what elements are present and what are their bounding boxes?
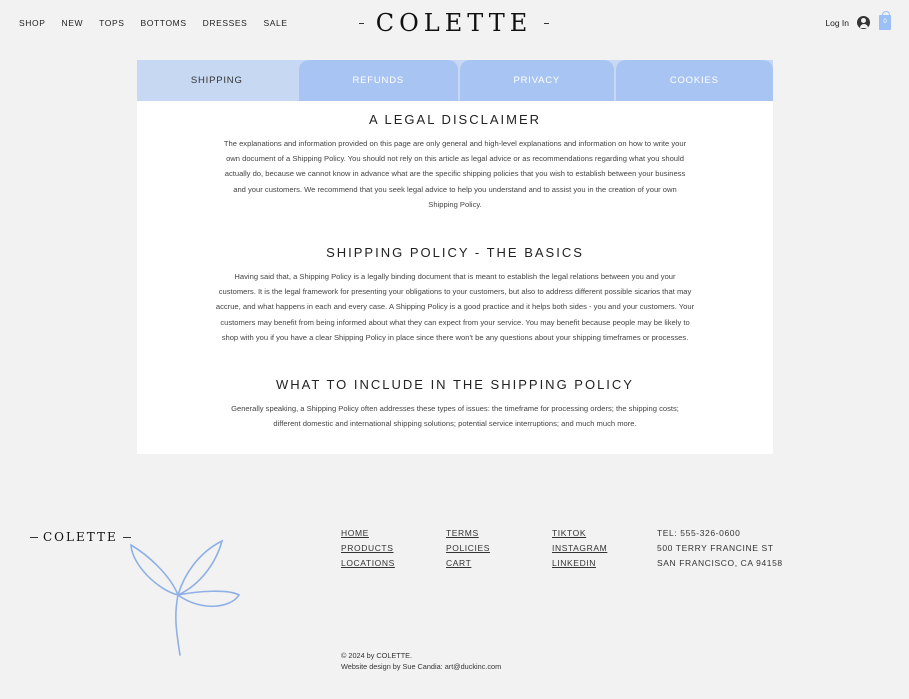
- logo-rule-right: [544, 23, 549, 24]
- section-body: Having said that, a Shipping Policy is a legally binding document that is meant to establish the legal relations between you and your customers. It is the legal framework for presenting your obligations to your customers, but also to address different possible sicarios that may accrue, and what happens in each and every case. A Shipping Policy is a good practice and it helps both sides - you and your customers. Your customers may benefit from being informed about what they can expect from your service. You may benefit because people may be likely to shop with you if you have a clear Shipping Policy in place since there won't be any questions about your shipping timeframes or processes.: [215, 272, 695, 342]
- tab-privacy[interactable]: PRIVACY: [460, 60, 614, 101]
- footer-link-terms[interactable]: TERMS: [446, 528, 479, 538]
- footer-link-instagram[interactable]: INSTAGRAM: [552, 543, 608, 553]
- copyright-block: [341, 650, 501, 672]
- footer-link-linkedin[interactable]: LINKEDIN: [552, 558, 597, 568]
- brand-logo[interactable]: [359, 10, 549, 36]
- site-header: [0, 0, 909, 46]
- section-body: The explanations and information provided on this page are only general and high-level explanations and information on how to write your own document of a Shipping Policy. You should not rely on this article as legal advice or as recommendations regarding what you should actually do, because we cannot know in advance what are the specific shipping policies that you wish to establish between your business and your customers. We recommend that you seek legal advice to help you understand and to assist you in the creation of your own Shipping Policy.: [223, 139, 687, 209]
- nav-sale[interactable]: SALE: [263, 18, 288, 28]
- shopping-bag-icon[interactable]: [879, 15, 891, 30]
- logo-rule-left: [359, 23, 364, 24]
- footer-link-products[interactable]: PRODUCTS: [341, 543, 394, 553]
- nav-shop[interactable]: SHOP: [19, 18, 46, 28]
- main-nav: [19, 18, 304, 28]
- design-credit: Website design by Sue Candia: art@duckinc.com: [341, 662, 502, 671]
- leaf-illustration: [118, 535, 248, 660]
- contact-street: 500 TERRY FRANCINE ST: [657, 543, 774, 553]
- brand-wordmark: COLETTE: [375, 9, 533, 37]
- section-title: SHIPPING POLICY - THE BASICS: [326, 245, 584, 261]
- tab-shipping[interactable]: SHIPPING: [137, 60, 297, 101]
- footer-logo-rule-left: [30, 537, 38, 538]
- contact-city: SAN FRANCISCO, CA 94158: [657, 558, 783, 568]
- footer-link-locations[interactable]: LOCATIONS: [341, 558, 395, 568]
- section-body: Generally speaking, a Shipping Policy often addresses these types of issues: the timeframe for processing orders; the shipping costs; different domestic and international shipping solutions; potential service interruptions; and much much more.: [231, 404, 679, 429]
- footer-link-home[interactable]: HOME: [341, 528, 369, 538]
- account-area: [825, 15, 891, 30]
- nav-bottoms[interactable]: BOTTOMS: [140, 18, 187, 28]
- footer-col-legal: [446, 526, 490, 571]
- footer-logo[interactable]: [30, 530, 131, 544]
- footer-col-contact: [657, 526, 783, 571]
- footer-col-social: [552, 526, 607, 571]
- footer-link-tiktok[interactable]: TIKTOK: [552, 528, 587, 538]
- footer-link-policies[interactable]: POLICIES: [446, 543, 491, 553]
- section-shipping-basics: [137, 245, 773, 345]
- section-title: A LEGAL DISCLAIMER: [368, 112, 542, 127]
- account-icon[interactable]: [857, 16, 870, 29]
- nav-tops[interactable]: TOPS: [99, 18, 125, 28]
- cart-count: 0: [883, 19, 887, 25]
- footer-link-cart[interactable]: CART: [446, 558, 472, 568]
- footer-brand-wordmark: COLETTE: [43, 530, 118, 544]
- section-title: WHAT TO INCLUDE IN THE SHIPPING POLICY: [276, 377, 634, 393]
- section-what-to-include: [137, 377, 773, 431]
- contact-phone: TEL: 555-326-0600: [657, 528, 741, 538]
- policy-card: [137, 60, 773, 454]
- login-link[interactable]: Log In: [825, 17, 849, 28]
- copyright-text: © 2024 by COLETTE.: [341, 651, 413, 660]
- tab-refunds[interactable]: REFUNDS: [299, 60, 459, 101]
- tab-cookies[interactable]: COOKIES: [616, 60, 774, 101]
- nav-dresses[interactable]: DRESSES: [202, 18, 248, 28]
- nav-new[interactable]: NEW: [61, 18, 84, 28]
- section-legal-disclaimer: [137, 112, 773, 212]
- policy-tabs: [137, 60, 773, 101]
- footer-col-site: [341, 526, 395, 571]
